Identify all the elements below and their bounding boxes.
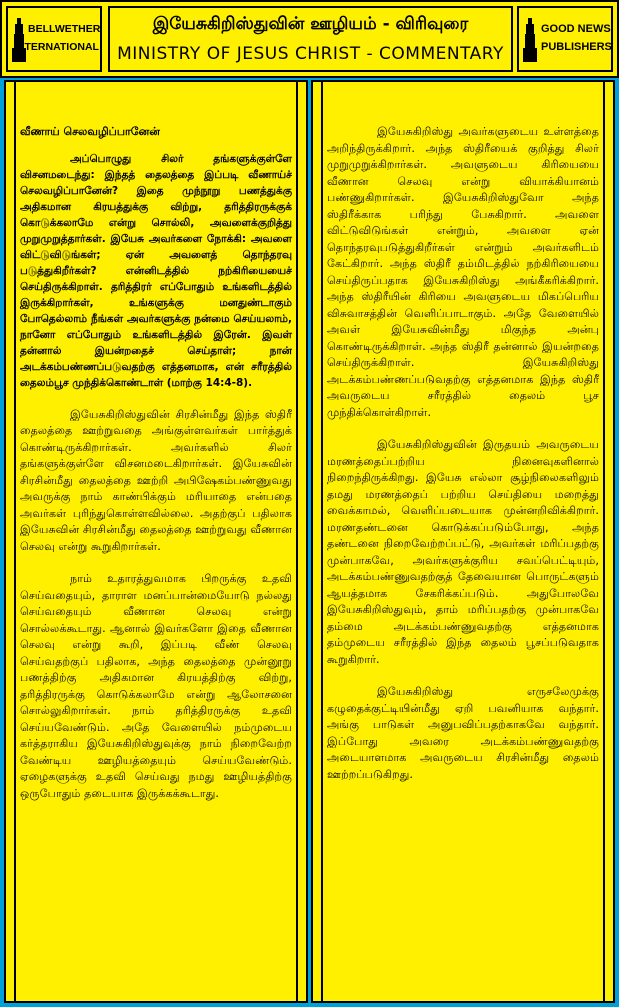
right-column-text (327, 124, 599, 783)
title-english: MINISTRY OF JESUS CHRIST - COMMENTARY (117, 44, 504, 64)
right-logo-line-1: GOOD NEWS (541, 23, 611, 35)
right-paragraph-3: இயேசுகிறிஸ்து எருசலேமுக்கு கழுதைக்குட்டியின்மீது ஏறி பவனியாக வந்தார். அங்கு பாடுகள் அனுபவிப்பதற்காகவே வந்தார். இப்போது அவரை அடக்கம்பண்ணுவதற்கு அடையாளமாக அவருடைய சிரசின்மீது தைலம் ஊற்றப்படுகிறது. (327, 685, 599, 781)
right-paragraph-1: இயேசுகிறிஸ்து அவர்களுடைய உள்ளத்தை அறிந்திருக்கிறார். அந்த ஸ்திரீயைக் குறித்து சிலர் முறுமுறுக்கிறார்கள். அவளுடைய கிரியையை வீணான செலவு என்று வியாக்கியானம் பண்ணுகிறார்கள். இயேசுகிறிஸ்துவோ அந்த ஸ்திரீக்காக பரிந்து பேசுகிறார். அவளை விட்டுவிடுங்கள் என்றும், அவளை ஏன் தொந்தரவுபடுத்துகிறீர்கள் என்றும் அவர்களிடம் கேட்கிறார். அந்த ஸ்திரீ தம்மிடத்தில் நற்கிரியையை செய்திருப்பதாக இயேசுகிறிஸ்து அங்கீகரிக்கிறார். அந்த ஸ்திரீயின் கிரியை அவளுடைய மிகப்பெரிய விசுவாசத்தின் வெளிப்பாடாகும். அதே வேளையில் அவள் இயேசுவின்மீது மிகுந்த அன்பு கொண்டிருக்கிறாள். அந்த ஸ்திரீ தன்னால் இயன்றதை செய்திருக்கிறாள். இயேசுகிறிஸ்து அடக்கம்பண்ணப்படுவதற்கு எத்தனமாக இந்த ஸ்திரீ அவருடைய சரீரத்தில் தைலம் பூச முந்திக்கொள்கிறாள். (327, 125, 599, 419)
left-column (4, 80, 308, 1003)
title-tamil: இயேசுகிறிஸ்துவின் ஊழியம் - விரிவுரை (152, 14, 469, 34)
tower-icon (12, 16, 26, 62)
left-paragraph-1: இயேசுகிறிஸ்துவின் சிரசின்மீது இந்த ஸ்திரீ தைலத்தை ஊற்றுவதை அங்குள்ளவர்கள் பார்த்துக் கொண்டிருக்கிறார்கள். அவர்களில் சிலர் தங்களுக்குள்ளே விசனமடைகிறார்கள். இயேசுவின் சிரசின்மீது தைலத்தை ஊற்றி அபிஷேகம்பண்ணுவது அவருக்கு நாம் காண்பிக்கும் மரியாதை என்பதை அவர்கள் புரிந்துகொள்ளவில்லை. அதற்குப் பதிலாக இயேசுவின் சிரசின்மீது தைலத்தை ஊற்றுவது வீணான செலவு என்று கூறுகிறார்கள். (20, 407, 292, 553)
tower-icon (523, 16, 537, 62)
right-column (311, 80, 615, 1003)
left-paragraph-2: நாம் உதாரத்துவமாக பிறருக்கு உதவி செய்வதையும், தாராள மனப்பான்மையோடு நல்லது செய்வதையும் வீணான செலவு என்று சொல்லக்கூடாது. ஆனால் இவர்களோ இதை வீணான செலவு என்று கூறி, இப்படி வீண் செலவு செய்வதற்குப் பதிலாக, அந்த தைலத்தை முன்னூறு பணத்திற்கு அதிகமான கிரயத்திற்கு விற்று, தரித்திரருக்கு கொடுக்கலாமே என்று ஆலோசனை சொல்லுகிறார்கள். நாம் தரித்திரருக்கு உதவி செய்யவேண்டும். அதே வேளையில் நம்முடைய கர்த்தராகிய இயேசுகிறிஸ்துவுக்கு நாம் நிறைவேற்ற வேண்டிய ஊழியத்தையும் செய்யவேண்டும். ஏழைகளுக்கு உதவி செய்வது நமது ஊழியத்திற்கு ஒருபோதும் தடையாக இருக்கக்கூடாது. (20, 572, 292, 800)
left-logo-line-1: BELLWETHER (28, 23, 101, 35)
article-heading: வீணாய் செலவழிப்பானேன் (20, 125, 160, 138)
left-logo-line-2: INTERNATIONAL (14, 41, 99, 53)
title-box (108, 6, 513, 72)
right-paragraph-2: இயேசுகிறிஸ்துவின் இருதயம் அவருடைய மரணத்தைப்பற்றிய நினைவுகளினால் நிறைந்திருக்கிறது. இயேசு எல்லா சூழ்நிலைகளிலும் தமது மரணத்தைப் பற்றிய செய்தியை மறைத்து வைக்காமல், வெளிப்படையாக முன்னறிவிக்கிறார். மரணதண்டனை கொடுக்கப்படும்போது, அந்த தண்டனை நிறைவேற்றப்பட்டு, அவர்கள் மரிப்பதற்கு முன்பாகவே, அவர்களுக்குரிய சவப்பெட்டியும், அடக்கம்பண்ணுவதற்குத் தேவையான பொருட்களும் ஆயத்தமாக சேகரிக்கப்படும். அதுபோலவே இயேசுகிறிஸ்துவும், தாம் மரிப்பதற்கு முன்பாகவே தம்மை அடக்கம்பண்ணுவதற்கு எத்தனமாக தம்முடைய சரீரத்தில் இந்த தைலம் பூசப்படுவதாக கூறுகிறார். (327, 438, 599, 666)
good-news-logo (517, 6, 613, 72)
bellwether-logo (6, 6, 102, 72)
right-logo-line-2: PUBLISHERS (541, 41, 612, 53)
header (0, 0, 619, 78)
scripture-passage: அப்பொழுது சிலர் தங்களுக்குள்ளே விசனமடைந்து: இந்தத் தைலத்தை இப்படி வீணாய்ச் செலவழிப்பானேன்? இதை முந்நூறு பணத்துக்கு அதிகமான கிரயத்துக்கு விற்று, தரித்திரருக்குக் கொடுக்கலாமே என்று சொல்லி, அவளைக்குறித்து முறுமுறுத்தார்கள். இயேசு அவர்களை நோக்கி: அவளை விட்டுவிடுங்கள்; ஏன் அவளைத் தொந்தரவு படுத்துகிறீர்கள்? என்னிடத்தில் நற்கிரியையைச் செய்திருக்கிறாள். தரித்திரர் எப்போதும் உங்களிடத்தில் இருக்கிறார்கள், உங்களுக்கு மனதுண்டாகும் போதெல்லாம் நீங்கள் அவர்களுக்கு நன்மை செய்யலாம், நானோ எப்போதும் உங்களிடத்தில் இரேன். இவள் தன்னால் இயன்றதைச் செய்தாள்; நான் அடக்கம்பண்ணப்படுவதற்கு எத்தனமாக, என் சரீரத்தில் தைலம்பூச முந்திக்கொண்டாள் (மாற்கு 14:4-8). (20, 152, 292, 389)
left-column-text (20, 124, 292, 802)
